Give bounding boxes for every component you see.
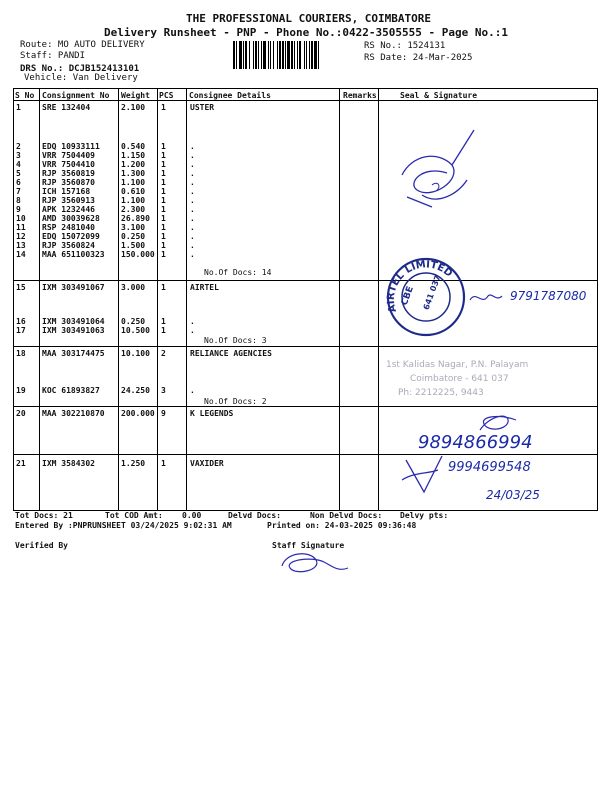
col-pcs: PCS [159,91,174,100]
cell-cons: MAA 302210870 [42,409,105,418]
cell-cons: RJP 3560870 [42,178,95,187]
cell-sno: 15 [16,283,26,292]
signature-group1 [392,125,482,215]
cell-cons: IXM 303491063 [42,326,105,335]
cell-cons: RJP 3560824 [42,241,95,250]
cell-pcs: 1 [161,232,166,241]
tot-cod-value: 0.00 [182,511,202,520]
group-doc-count: No.Of Docs: 3 [204,336,267,345]
cell-sno: 9 [16,205,21,214]
cell-sno: 13 [16,241,26,250]
cell-det: VAXIDER [190,459,224,468]
cell-sno: 12 [16,232,26,241]
cell-wt: 200.000 [121,409,155,418]
cell-det: . [190,160,195,169]
cell-cons: IXM 303491067 [42,283,105,292]
cell-pcs: 1 [161,142,166,151]
cell-cons: VRR 7504409 [42,151,95,160]
cell-cons: EDQ 15072099 [42,232,100,241]
cell-wt: 3.100 [121,223,146,232]
cell-cons: KOC 61893827 [42,386,100,395]
cell-wt: 1.150 [121,151,146,160]
cell-det: . [190,326,195,335]
staff-signature [276,548,356,578]
tot-cod-label: Tot COD Amt: [105,511,163,520]
cell-sno: 20 [16,409,26,418]
cell-cons: MAA 651100323 [42,250,105,259]
cell-sno: 8 [16,196,21,205]
cell-det: RELIANCE AGENCIES [190,349,272,358]
group-doc-count: No.Of Docs: 2 [204,397,267,406]
group-doc-count: No.Of Docs: 14 [204,268,272,277]
cell-wt: 2.300 [121,205,146,214]
cell-sno: 1 [16,103,21,112]
cell-pcs: 1 [161,283,166,292]
cell-wt: 1.200 [121,160,146,169]
barcode [232,41,356,69]
cell-sno: 7 [16,187,21,196]
handwritten-date: 24/03/25 [486,488,540,502]
company-title: THE PROFESSIONAL COURIERS, COIMBATORE [186,12,432,25]
cell-wt: 150.000 [121,250,155,259]
cell-wt: 0.250 [121,317,146,326]
cell-sno: 6 [16,178,21,187]
svg-text:AIRTEL LIMITED [386,259,454,313]
seal-company-text: AIRTEL LIMITED [385,259,455,314]
seal-city: CBE [399,285,416,307]
cell-cons: IXM 3584302 [42,459,95,468]
runsheet-subtitle: Delivery Runsheet - PNP - Phone No.:0422-3505555 - Page No.:1 [104,26,508,39]
cell-wt: 3.000 [121,283,146,292]
cell-sno: 14 [16,250,26,259]
cell-sno: 16 [16,317,26,326]
cell-sno: 2 [16,142,21,151]
handwritten-phone-3: 9994699548 [448,460,531,475]
col-remarks: Remarks [343,91,377,100]
col-seal-signature: Seal & Signature [400,91,478,100]
cell-pcs: 1 [161,223,166,232]
cell-cons: VRR 7504410 [42,160,95,169]
staff-signature-label: Staff Signature [272,541,345,550]
cell-det: . [190,317,195,326]
cell-sno: 19 [16,386,26,395]
cell-det: . [190,142,195,151]
route: Route: MO AUTO DELIVERY [20,40,145,50]
cell-sno: 4 [16,160,21,169]
cell-sno: 10 [16,214,26,223]
cell-pcs: 1 [161,103,166,112]
cell-cons: AMD 30039628 [42,214,100,223]
faded-stamp-line2: Coimbatore - 641 037 [410,374,509,384]
cell-pcs: 3 [161,386,166,395]
cell-det: . [190,169,195,178]
verified-by: Verified By [15,541,68,550]
cell-pcs: 1 [161,241,166,250]
cell-pcs: 1 [161,317,166,326]
non-delvd-docs: Non Delvd Docs: [310,511,383,520]
staff: Staff: PANDI [20,51,86,61]
printed-on: Printed on: 24-03-2025 09:36:48 [267,521,417,530]
cell-cons: RSP 2481040 [42,223,95,232]
vehicle: Vehicle: Van Delivery [24,73,138,83]
cell-det: . [190,250,195,259]
cell-pcs: 1 [161,214,166,223]
faded-stamp-line1: 1st Kalidas Nagar, P.N. Palayam [386,360,529,370]
cell-wt: 1.300 [121,169,146,178]
cell-cons: APK 1232446 [42,205,95,214]
cell-det: K LEGENDS [190,409,234,418]
cell-wt: 1.500 [121,241,146,250]
cell-pcs: 1 [161,459,166,468]
cell-wt: 10.500 [121,326,150,335]
cell-det: AIRTEL [190,283,219,292]
cell-det: . [190,214,195,223]
cell-wt: 0.610 [121,187,146,196]
cell-det: . [190,196,195,205]
handwritten-phone-1: 9791787080 [510,289,587,303]
delvy-pts: Delvy pts: [400,511,449,520]
cell-pcs: 1 [161,151,166,160]
entered-by: Entered By :PNPRUNSHEET 03/24/2025 9:02:31 AM [15,521,232,530]
cell-wt: 24.250 [121,386,150,395]
cell-wt: 1.100 [121,196,146,205]
handwritten-phone-2: 9894866994 [418,432,533,453]
delvd-docs: Delvd Docs: [228,511,281,520]
col-weight: Weight [121,91,150,100]
cell-pcs: 2 [161,349,166,358]
faded-stamp-line3: Ph: 2212225, 9443 [398,388,484,398]
cell-pcs: 1 [161,250,166,259]
cell-cons: EDQ 10933111 [42,142,100,151]
cell-pcs: 1 [161,196,166,205]
cell-cons: ICH 157168 [42,187,91,196]
cell-sno: 5 [16,169,21,178]
cell-det: . [190,205,195,214]
signature-group2 [468,288,508,308]
cell-wt: 0.540 [121,142,146,151]
col-consignment: Consignment No [42,91,110,100]
cell-cons: SRE 132404 [42,103,91,112]
col-consignee: Consignee Details [189,91,271,100]
cell-wt: 1.250 [121,459,146,468]
cell-sno: 3 [16,151,21,160]
cell-cons: MAA 303174475 [42,349,105,358]
cell-cons: IXM 303491064 [42,317,105,326]
cell-pcs: 1 [161,178,166,187]
signature-group5 [398,452,448,496]
cell-det: . [190,223,195,232]
cell-pcs: 1 [161,205,166,214]
cell-sno: 11 [16,223,26,232]
cell-sno: 17 [16,326,26,335]
seal-pincode: 641 037 [421,273,443,312]
rs-number: RS No.: 1524131 [364,41,446,51]
cell-cons: RJP 3560913 [42,196,95,205]
cell-sno: 18 [16,349,26,358]
drs-number: DRS No.: DCJB152413101 [20,64,140,74]
cell-wt: 26.890 [121,214,150,223]
cell-wt: 0.250 [121,232,146,241]
cell-cons: RJP 3560819 [42,169,95,178]
cell-det: . [190,241,195,250]
cell-wt: 2.100 [121,103,146,112]
cell-pcs: 9 [161,409,166,418]
cell-det: USTER [190,103,215,112]
tot-docs: Tot Docs: 21 [15,511,73,520]
cell-sno: 21 [16,459,26,468]
cell-det: . [190,232,195,241]
cell-det: . [190,178,195,187]
cell-pcs: 1 [161,326,166,335]
cell-wt: 10.100 [121,349,150,358]
cell-det: . [190,187,195,196]
cell-pcs: 1 [161,169,166,178]
cell-pcs: 1 [161,187,166,196]
cell-det: . [190,151,195,160]
rs-date: RS Date: 24-Mar-2025 [364,53,473,63]
cell-wt: 1.100 [121,178,146,187]
cell-det: . [190,386,195,395]
cell-pcs: 1 [161,160,166,169]
col-sno: S No [15,91,35,100]
